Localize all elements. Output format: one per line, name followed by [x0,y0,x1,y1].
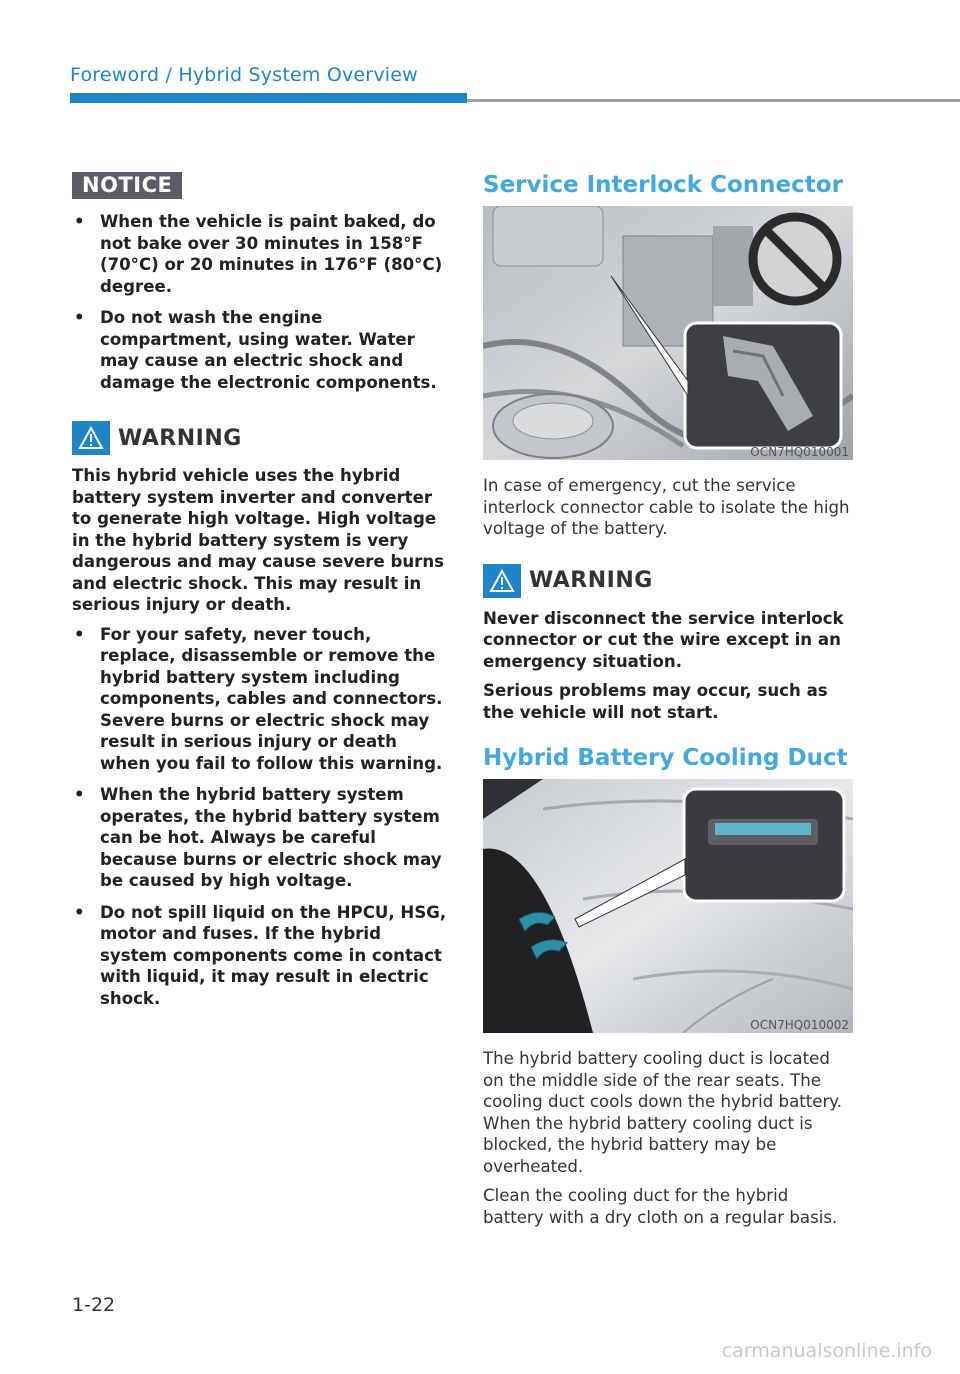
warning-list [72,624,447,1010]
cooling-body: The hybrid battery cooling duct is located on the middle side of the rear seats. The cooling duct cools down the hybrid battery. When the hybrid battery cooling duct is blocked, the hybrid battery may be overheated. [483,1049,843,1176]
right-column [483,172,853,1236]
watermark: carmanualsonline.info [721,1340,932,1362]
notice-label: NOTICE [72,172,182,199]
page-number: 1-22 [72,1294,116,1316]
warning-heading [72,421,447,455]
cooling-body: Clean the cooling duct for the hybrid battery with a dry cloth on a regular basis. [483,1186,838,1227]
warning-item: • For your safety, never touch, replace, disassemble or remove the hybrid battery system including components, cables and connectors. Severe burns or electric shock may result in serious injury or death when you fail to follow this warning. [72,624,447,775]
warning-paragraph: This hybrid vehicle uses the hybrid battery system inverter and converter to generate high voltage. High voltage in the hybrid battery system is very dangerous and may cause severe burns and electric shock. This may result in serious injury or death. [72,466,445,614]
warning-item: • When the hybrid battery system operates, the hybrid battery system can be hot. Always be careful because burns or electric shock may be caused by high voltage. [72,784,447,892]
warning-triangle-icon [72,421,110,455]
photo-caption: OCN7HQ010002 [750,1018,849,1032]
warning-heading [483,564,853,598]
warning-title: WARNING [529,568,653,593]
warning-item: • Do not spill liquid on the HPCU, HSG, motor and fuses. If the hybrid system components come in contact with liquid, it may result in electric shock. [72,902,447,1010]
warning-triangle-icon [483,564,521,598]
service-body: In case of emergency, cut the service interlock connector cable to isolate the high voltage of the battery. [483,476,850,538]
header-rule [467,99,960,102]
service-interlock-photo [483,206,853,460]
left-column [72,172,447,1019]
header-rule-accent [70,93,467,103]
warning-paragraph: Never disconnect the service interlock connector or cut the wire except in an emergency situation. [483,608,844,671]
warning-paragraph: Serious problems may occur, such as the vehicle will not start. [483,681,828,722]
warning-title: WARNING [118,425,242,451]
notice-item: • When the vehicle is paint baked, do not bake over 30 minutes in 158°F (70°C) or 20 minutes in 176°F (80°C) degree. [72,211,447,297]
section-title-service-interlock: Service Interlock Connector [483,172,843,198]
section-title-cooling-duct: Hybrid Battery Cooling Duct [483,745,848,771]
photo-caption: OCN7HQ010001 [750,445,849,459]
cooling-duct-photo [483,779,853,1033]
notice-list [72,211,447,393]
notice-item: • Do not wash the engine compartment, using water. Water may cause an electric shock and damage the electronic components. [72,307,447,393]
header-title: Foreword / Hybrid System Overview [70,64,418,86]
